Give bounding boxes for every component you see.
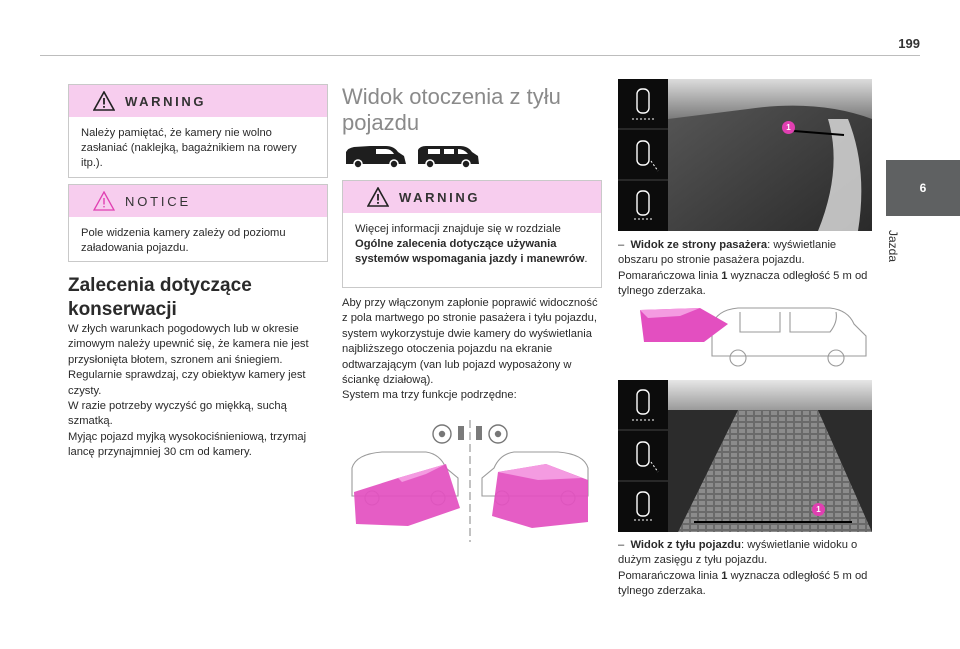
maintenance-heading: Zalecenia dotyczące konserwacji <box>68 275 252 320</box>
camera-coverage-illustration <box>342 420 602 542</box>
camera-screen-side-view <box>618 79 872 231</box>
top-rule <box>40 55 920 56</box>
line-prefix: Pomarańczowa linia <box>618 569 722 582</box>
warning-label: WARNING <box>125 93 207 109</box>
line-number: 1 <box>721 269 728 282</box>
side-view-text-1 <box>618 238 874 269</box>
warning-text: Należy pamiętać, że kamery nie wolno zasłaniać (naklejką, bagażnikiem na rowery itp.). <box>81 127 297 169</box>
warning-box-left <box>68 84 328 178</box>
rear-view-heading: Widok otoczenia z tyłu pojazdu <box>342 84 561 135</box>
rear-view-text <box>342 296 598 404</box>
side-view-description <box>618 238 874 300</box>
rear-view-item-text-2 <box>618 569 874 600</box>
maintenance-para-1: W złych warunkach pogodowych lub w okresie zimowym należy upewnić się, że kamera nie jest przysłonięta błotem, szronem ani śniegiem. <box>68 323 309 366</box>
notice-box <box>68 184 328 262</box>
warning-triangle-icon <box>367 187 389 207</box>
warning-text-prefix: Więcej informacji znajduje się w rozdziale <box>355 223 561 235</box>
rear-view-para-2: System ma trzy funkcje podrzędne: <box>342 389 517 402</box>
warning-label: WARNING <box>399 189 481 205</box>
warning-triangle-icon <box>93 91 115 111</box>
maintenance-para-3: W razie potrzeby wyczyść go miękką, suchą szmatką. <box>68 400 287 428</box>
warning-text-link: Ogólne zalecenia dotyczące używania systemów wspomagania jazdy i manewrów <box>355 238 585 265</box>
notice-header <box>69 185 327 217</box>
dash: – <box>618 539 625 551</box>
notice-triangle-icon <box>93 191 115 211</box>
dash: – <box>618 239 625 251</box>
warning-header <box>69 85 327 117</box>
line-suffix: wyznacza odległość 5 m od tylnego zderzaka. <box>618 569 868 598</box>
side-view-title: Widok ze strony pasażera <box>630 239 768 251</box>
rear-view-title: Widok z tyłu pojazdu <box>630 539 741 551</box>
notice-text: Pole widzenia kamery zależy od poziomu załadowania pojazdu. <box>81 227 286 254</box>
maintenance-text <box>68 322 330 461</box>
camera-screen-rear-view <box>618 380 872 532</box>
maintenance-para-4: Myjąc pojazd myjką wysokociśnieniową, trzymaj lancę przynajmniej 30 cm od kamery. <box>68 430 307 459</box>
warning-box-middle <box>342 180 602 288</box>
warning-text-suffix: . <box>584 253 588 265</box>
warning-header-middle <box>343 181 601 213</box>
distance-marker: 1 <box>782 121 795 134</box>
section-tab[interactable]: 6 <box>886 160 960 216</box>
maintenance-para-2: Regularnie sprawdzaj, czy obiektyw kamery jest czysty. <box>68 369 306 397</box>
line-suffix: wyznacza odległość 5 m od tylnego zderzaka. <box>618 269 868 298</box>
van-silhouettes <box>342 140 482 172</box>
line-prefix: Pomarańczowa linia <box>618 269 722 282</box>
side-view-rest: : wyświetlanie obszaru po stronie pasażera pojazdu. <box>618 239 837 267</box>
side-view-text-2 <box>618 269 874 300</box>
van-side-zone-illustration <box>640 302 872 370</box>
notice-label: NOTICE <box>125 193 191 209</box>
rear-view-description <box>618 538 874 600</box>
rear-view-para-1: Aby przy włączonym zapłonie poprawić widoczność z pola martwego po stronie pasażera i tyłu pojazdu, system wykorzystuje dwie kamery do wyświetlania najbliższego otoczenia pojazdu na ekranie odtwarzającym (van lub pojazd wyposażony w ściankę działową). <box>342 297 598 387</box>
rear-view-item-text-1 <box>618 538 874 569</box>
section-label: Jazda <box>886 230 900 263</box>
line-number: 1 <box>721 569 728 582</box>
warning-text-middle <box>343 213 601 277</box>
rear-view-rest: : wyświetlanie widoku o dużym zasięgu z tyłu pojazdu. <box>618 539 858 567</box>
distance-marker: 1 <box>812 503 825 516</box>
page-number: 199 <box>898 36 920 51</box>
